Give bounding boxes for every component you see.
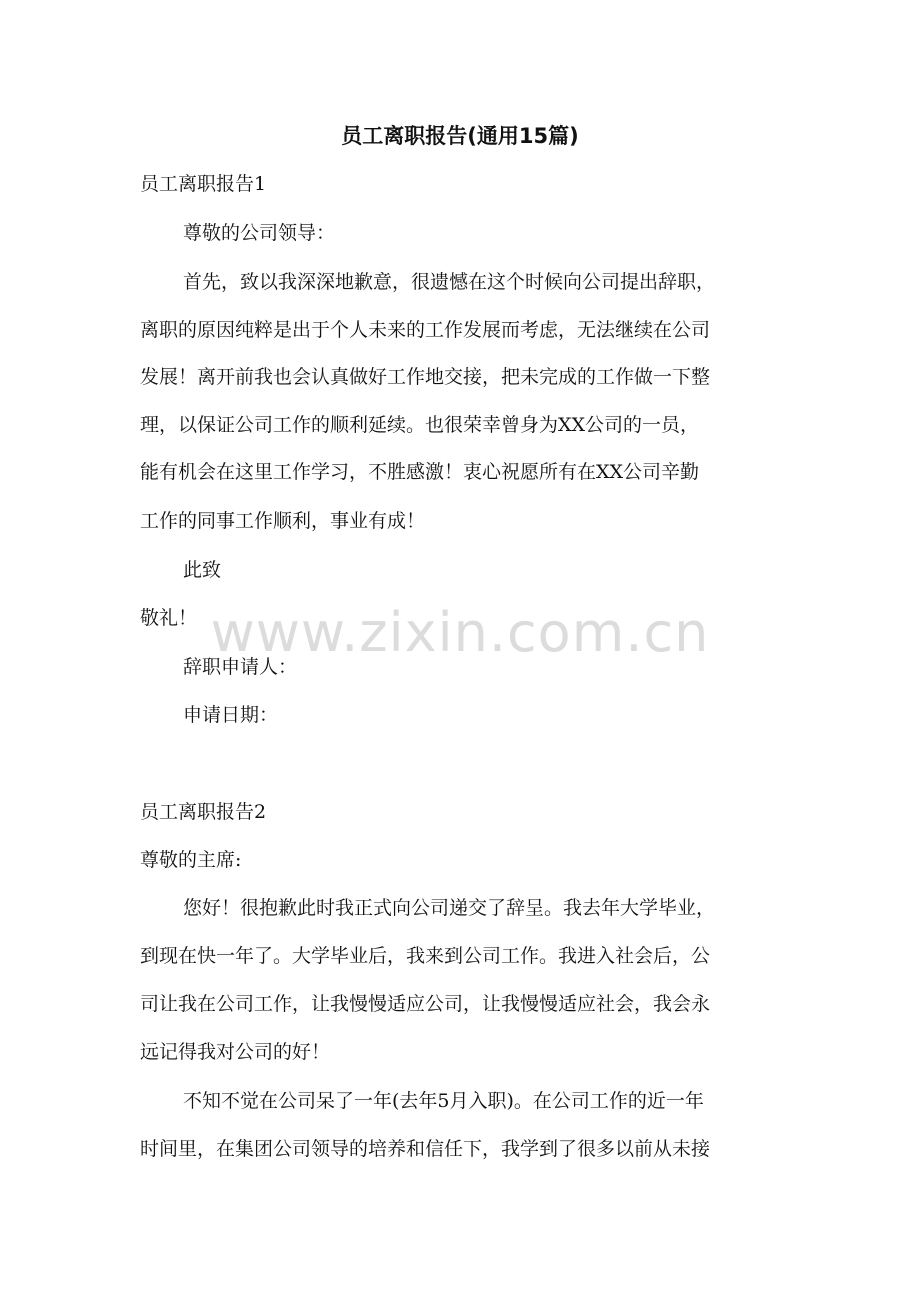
letter-1-applicant-label: 辞职申请人： <box>183 656 298 678</box>
letter-2-body-line: 您好！很抱歉此时我正式向公司递交了辞呈。我去年大学毕业， <box>183 897 716 919</box>
letter-2-body-line: 司让我在公司工作，让我慢慢适应公司，让我慢慢适应社会，我会永 <box>140 993 711 1015</box>
letter-1-closing: 此致 <box>183 559 222 581</box>
letter-1-body-line: 工作的同事工作顺利，事业有成！ <box>140 510 426 532</box>
letter-1-body-line: 发展！离开前我也会认真做好工作地交接，把未完成的工作做一下整 <box>140 366 711 388</box>
letter-1-heading: 员工离职报告1 <box>140 173 267 195</box>
letter-1-body-line: 能有机会在这里工作学习，不胜感激！衷心祝愿所有在XX公司辛勤 <box>140 461 700 483</box>
letter-2-body-line: 时间里，在集团公司领导的培养和信任下，我学到了很多以前从未接 <box>140 1138 711 1160</box>
letter-2-heading: 员工离职报告2 <box>140 801 267 823</box>
letter-2-body-line: 不知不觉在公司呆了一年(去年5月入职)。在公司工作的近一年 <box>183 1090 704 1112</box>
letter-1-body-line: 理，以保证公司工作的顺利延续。也很荣幸曾身为XX公司的一员， <box>140 414 700 436</box>
letter-2-body-line: 远记得我对公司的好！ <box>140 1041 331 1063</box>
letter-2-salutation: 尊敬的主席: <box>140 849 242 871</box>
letter-1-regards: 敬礼！ <box>140 607 198 629</box>
letter-2-body-line: 到现在快一年了。大学毕业后，我来到公司工作。我进入社会后，公 <box>140 945 711 967</box>
letter-1-date-label: 申请日期： <box>183 704 279 726</box>
letter-1-body-line: 离职的原因纯粹是出于个人未来的工作发展而考虑，无法继续在公司 <box>140 319 711 341</box>
site-watermark: www.zixin.com.cn <box>210 601 710 664</box>
document-title: 员工离职报告(通用15篇) <box>341 124 579 148</box>
letter-1-body-line: 首先，致以我深深地歉意，很遗憾在这个时候向公司提出辞职， <box>183 271 716 293</box>
letter-1-salutation: 尊敬的公司领导： <box>183 222 336 244</box>
